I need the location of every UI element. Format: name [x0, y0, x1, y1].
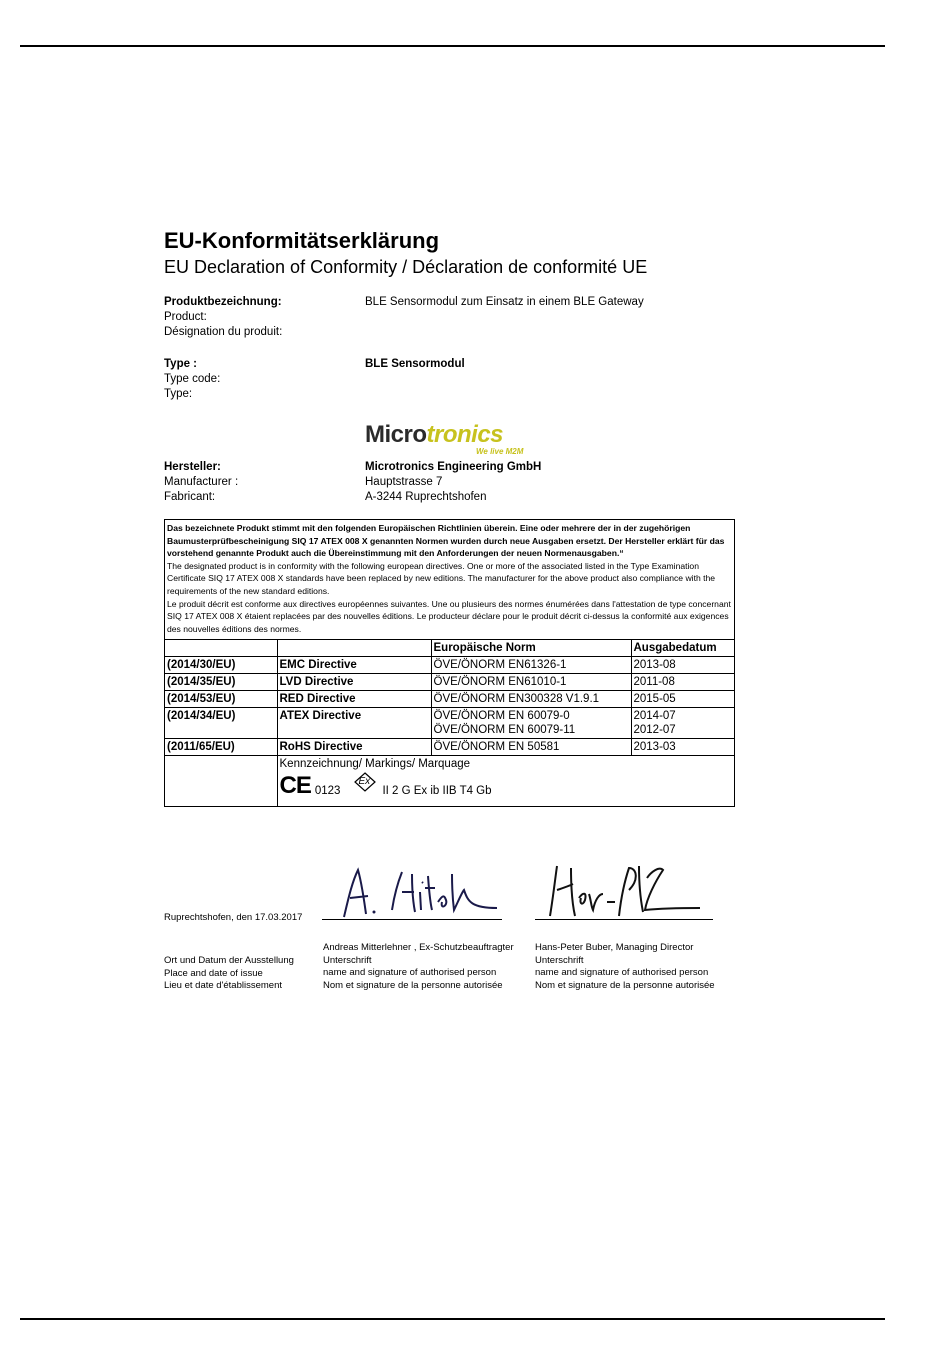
conformity-box [164, 519, 735, 807]
manufacturer-name: Microtronics Engineering GmbH [365, 461, 542, 473]
manufacturer-address [365, 460, 541, 505]
header-cell [277, 640, 431, 657]
manufacturer-street: Hauptstrasse 7 [365, 476, 443, 488]
date-cell [631, 708, 734, 739]
product-value: BLE Sensormodul zum Einsatz in einem BLE Gateway [365, 296, 644, 308]
statement-fr: Le produit décrit est conforme aux directives européennes suivantes. Une ou plusieurs des normes énumérées dans l'attestation de type concernant SIQ 17 ATEX 008 X étaient replacées par des nouvelles éditions. Le producteur déclare pour le produit décrit ci-dessus la conformité aux exigences des nouvelles éditions des normes. [167, 598, 731, 634]
page-title: EU-Konformitätserklärung [164, 228, 440, 253]
table-row [165, 674, 734, 691]
table-header [165, 640, 734, 657]
logo-tagline: We live M2M [476, 447, 524, 456]
issue-date: 2013-08 [631, 657, 734, 674]
issue-date: 2011-08 [631, 674, 734, 691]
product-label-en: Product: [164, 311, 207, 323]
ce-mark-icon: CE [279, 772, 311, 800]
directives-table [165, 639, 734, 806]
norm: ÖVE/ÖNORM EN300328 V1.9.1 [431, 691, 631, 708]
norm: ÖVE/ÖNORM EN 50581 [431, 739, 631, 756]
header-cell [165, 640, 277, 657]
norm: ÖVE/ÖNORM EN 60079-11 [433, 724, 576, 737]
signer-2-label-fr: Nom et signature de la personne autorisée [535, 979, 715, 991]
issue-date: 2014-07 [633, 710, 676, 723]
norm: ÖVE/ÖNORM EN61010-1 [431, 674, 631, 691]
type-label-de: Type : [164, 358, 198, 370]
signer-2-label-en: name and signature of authorised person [535, 967, 709, 978]
signer-2-label-de: Unterschrift [535, 954, 584, 966]
norm-cell [431, 708, 631, 739]
signature-line-2 [535, 919, 713, 920]
type-value: BLE Sensormodul [365, 358, 465, 370]
company-logo [365, 421, 503, 449]
norm: ÖVE/ÖNORM EN61326-1 [431, 657, 631, 674]
signer-2-block [535, 942, 715, 992]
empty-cell [165, 756, 277, 807]
place-label-en: Place and date of issue [164, 967, 263, 979]
markings-label: Kennzeichnung/ Markings/ Marquage [279, 758, 471, 771]
directive-code: (2014/30/EU) [165, 657, 277, 674]
statement [165, 520, 734, 639]
logo-part1: Micro [365, 421, 427, 448]
manufacturer-city: A-3244 Ruprechtshofen [365, 491, 487, 503]
directive-name: RED Directive [277, 691, 431, 708]
directive-code: (2014/35/EU) [165, 674, 277, 691]
place-labels [164, 955, 294, 993]
issue-date: 2013-03 [631, 739, 734, 756]
directive-code: (2011/65/EU) [165, 739, 277, 756]
place-label-fr: Lieu et date d'établissement [164, 980, 283, 991]
norm: ÖVE/ÖNORM EN 60079-0 [433, 710, 570, 723]
issue-date: 2012-07 [633, 724, 676, 737]
manufacturer-labels [164, 460, 238, 505]
markings-cell [277, 756, 734, 807]
type-labels [164, 357, 220, 402]
markings-row [165, 756, 734, 807]
signer-1-name: Andreas Mitterlehner , Ex-Schutzbeauftragter [323, 942, 514, 953]
manufacturer-label-de: Hersteller: [164, 461, 221, 473]
markings-symbols [280, 774, 733, 798]
directive-name: EMC Directive [277, 657, 431, 674]
notified-body-number: 0123 [314, 785, 341, 798]
page-subtitle: EU Declaration of Conformity / Déclaration de conformité UE [164, 257, 648, 277]
table-row [165, 708, 734, 739]
atex-marking: II 2 G Ex ib IIB T4 Gb [382, 785, 492, 798]
signer-1-label-en: name and signature of authorised person [323, 967, 497, 978]
ex-mark-icon [354, 772, 376, 792]
header-norm: Europäische Norm [431, 640, 631, 657]
directive-name: RoHS Directive [277, 739, 431, 756]
signer-1-label-de: Unterschrift [323, 954, 372, 966]
table-row [165, 691, 734, 708]
place-label-de: Ort und Datum der Ausstellung [164, 955, 294, 966]
table-row [165, 657, 734, 674]
signature-1 [322, 862, 502, 922]
product-labels [164, 295, 282, 340]
type-label-fr: Type: [164, 388, 193, 400]
statement-en: The designated product is in conformity with the following european directives. One or more of the associated listed in the Type Examination Certificate SIQ 17 ATEX 008 X standards have been replaced by new editions. The manufacturer for the above product also compliance with the requirements of the new standard editions. [167, 560, 716, 596]
top-rule [20, 45, 885, 47]
directive-name: ATEX Directive [277, 708, 431, 739]
signer-1-block [323, 942, 514, 992]
directive-code: (2014/34/EU) [165, 708, 277, 739]
signature-2 [535, 858, 715, 923]
ex-mark-text: Ex [358, 776, 371, 788]
place-date: Ruprechtshofen, den 17.03.2017 [164, 912, 303, 923]
signer-1-label-fr: Nom et signature de la personne autorisée [323, 979, 503, 991]
signature-line-1 [322, 919, 502, 920]
directive-code: (2014/53/EU) [165, 691, 277, 708]
manufacturer-label-en: Manufacturer : [164, 476, 239, 488]
directive-name: LVD Directive [277, 674, 431, 691]
statement-de: Das bezeichnete Produkt stimmt mit den folgenden Europäischen Richtlinien überein. Eine oder mehrere der in der zugehörigen Baumusterprüfbescheinigung SIQ 17 ATEX 008 X genannten Normen wurden durch neue Ausgaben ersetzt. Der Hersteller erklärt für das vorstehend genannte Produkt auch die Übereinstimmung mit den Anforderungen der neuen Normenausgaben.“ [167, 523, 725, 559]
signer-2-name: Hans-Peter Buber, Managing Director [535, 942, 694, 953]
logo-part2: tronics [426, 421, 504, 448]
product-label-fr: Désignation du produit: [164, 326, 283, 338]
table-row [165, 739, 734, 756]
type-label-en: Type code: [164, 373, 221, 385]
header-date: Ausgabedatum [631, 640, 734, 657]
product-label-de: Produktbezeichnung: [164, 296, 282, 308]
manufacturer-label-fr: Fabricant: [164, 491, 216, 503]
bottom-rule [20, 1318, 885, 1320]
issue-date: 2015-05 [631, 691, 734, 708]
